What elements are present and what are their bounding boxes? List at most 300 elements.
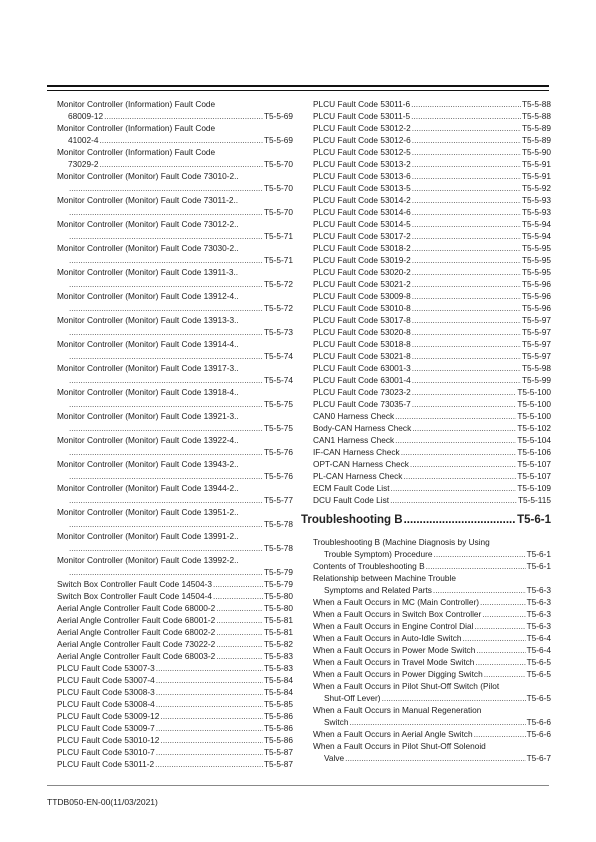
- toc-page-number: T5-5-85: [263, 699, 293, 709]
- dot-leader: [412, 170, 521, 182]
- toc-entry-title: PLCU Fault Code 53009-7: [57, 723, 155, 733]
- toc-page-number: T5-5-79: [263, 579, 293, 589]
- toc-entry-title: Monitor Controller (Monitor) Fault Code 13944-2..: [57, 483, 239, 493]
- dot-leader: [426, 560, 526, 572]
- toc-entry-title: PLCU Fault Code 53008-4: [57, 699, 155, 709]
- toc-page-number: T5-5-76: [263, 447, 293, 457]
- toc-page-number: T5-6-5: [526, 693, 551, 703]
- dot-leader: [412, 182, 521, 194]
- dot-leader: [345, 752, 525, 764]
- toc-column-right: [301, 98, 551, 764]
- toc-page-number: T5-5-100: [517, 387, 551, 397]
- toc-entry-title: Monitor Controller (Monitor) Fault Code 13912-4..: [57, 291, 239, 301]
- dot-leader: [69, 278, 263, 290]
- toc-page-number: T5-5-73: [263, 327, 293, 337]
- toc-entry[interactable]: [57, 602, 293, 614]
- toc-entry-title: Monitor Controller (Monitor) Fault Code 73010-2..: [57, 171, 239, 181]
- toc-entry[interactable]: [313, 290, 551, 302]
- dot-leader: [475, 656, 525, 668]
- toc-entry[interactable]: [57, 386, 293, 410]
- dot-leader: [412, 398, 517, 410]
- toc-entry[interactable]: [57, 554, 293, 578]
- toc-entry[interactable]: [313, 410, 551, 422]
- toc-entry[interactable]: [313, 278, 551, 290]
- toc-entry[interactable]: [57, 650, 293, 662]
- toc-entry[interactable]: [313, 146, 551, 158]
- toc-page-number: T5-5-79: [263, 567, 293, 577]
- toc-entry[interactable]: [313, 206, 551, 218]
- toc-entry-title: When a Fault Occurs in MC (Main Controller): [313, 597, 479, 607]
- dot-leader: [69, 542, 263, 554]
- toc-entry[interactable]: [313, 194, 551, 206]
- toc-entry[interactable]: [57, 506, 293, 530]
- toc-entry[interactable]: [313, 230, 551, 242]
- toc-page-number: T5-5-87: [263, 747, 293, 757]
- dot-leader: [69, 302, 263, 314]
- dot-leader: [156, 698, 263, 710]
- toc-entry[interactable]: [313, 482, 551, 494]
- toc-entry[interactable]: [313, 326, 551, 338]
- toc-entry-title: Monitor Controller (Information) Fault Code: [57, 147, 216, 157]
- toc-entry[interactable]: [313, 458, 551, 470]
- toc-entry-title: Monitor Controller (Monitor) Fault Code 13991-2..: [57, 531, 239, 541]
- dot-leader: [69, 566, 263, 578]
- toc-page-number: T5-5-99: [521, 375, 551, 385]
- toc-page-number: T5-5-94: [521, 231, 551, 241]
- toc-page-number: T5-5-71: [263, 255, 293, 265]
- dot-leader: [156, 686, 263, 698]
- toc-page-number: T5-5-107: [517, 471, 551, 481]
- toc-entry[interactable]: [57, 578, 293, 590]
- dot-leader: [412, 134, 521, 146]
- toc-entry[interactable]: [313, 560, 551, 572]
- toc-entry-title: PLCU Fault Code 53011-6: [313, 99, 411, 109]
- dot-leader: [412, 314, 521, 326]
- toc-entry[interactable]: [57, 122, 293, 146]
- toc-page-number: T5-5-104: [517, 435, 551, 445]
- toc-page-number: T5-5-94: [521, 219, 551, 229]
- dot-leader: [69, 422, 263, 434]
- toc-column-left: [57, 98, 293, 770]
- dot-leader: [412, 146, 521, 158]
- toc-page-number: T5-5-88: [521, 99, 551, 109]
- toc-entry-title: PLCU Fault Code 53018-8: [313, 339, 411, 349]
- dot-leader: [216, 650, 263, 662]
- toc-entry-title: When a Fault Occurs in Pilot Shut-Off Solenoid: [313, 741, 486, 751]
- dot-leader: [412, 194, 521, 206]
- toc-entry-title: Aerial Angle Controller Fault Code 73022-2: [57, 639, 216, 649]
- toc-page-number: T5-5-91: [521, 159, 551, 169]
- toc-entry[interactable]: [57, 218, 293, 242]
- toc-entry-title: PLCU Fault Code 53008-3: [57, 687, 155, 697]
- toc-entry[interactable]: [57, 758, 293, 770]
- toc-page-number: T5-5-69: [263, 111, 293, 121]
- toc-entry[interactable]: [57, 362, 293, 386]
- toc-entry-title: DCU Fault Code List: [313, 495, 390, 505]
- toc-entry[interactable]: [313, 608, 551, 620]
- document-code: TTDB050-EN-00(11/03/2021): [47, 797, 158, 807]
- toc-entry[interactable]: [57, 662, 293, 674]
- toc-entry[interactable]: [313, 398, 551, 410]
- toc-page-number: T5-6-3: [526, 621, 551, 631]
- toc-entry[interactable]: [313, 680, 551, 704]
- dot-leader: [349, 716, 525, 728]
- toc-entry[interactable]: [57, 170, 293, 194]
- toc-entry-title: PLCU Fault Code 53011-5: [313, 111, 411, 121]
- toc-page-number: T5-5-96: [521, 303, 551, 313]
- toc-entry[interactable]: [313, 494, 551, 506]
- toc-page-number: T5-6-5: [526, 657, 551, 667]
- toc-entry-title: PLCU Fault Code 73023-2: [313, 387, 411, 397]
- toc-entry[interactable]: [57, 458, 293, 482]
- dot-leader: [412, 374, 521, 386]
- toc-entry-title: Aerial Angle Controller Fault Code 68002-2: [57, 627, 216, 637]
- toc-entry-title: PLCU Fault Code 53017-2: [313, 231, 411, 241]
- toc-entry-title: PLCU Fault Code 53018-2: [313, 243, 411, 253]
- toc-entry-title: PLCU Fault Code 53013-6: [313, 171, 411, 181]
- toc-entry[interactable]: [313, 134, 551, 146]
- toc-entry-title: Monitor Controller (Monitor) Fault Code 13914-4..: [57, 339, 239, 349]
- toc-entry[interactable]: [57, 410, 293, 434]
- toc-page-number: T5-5-75: [263, 423, 293, 433]
- toc-entry[interactable]: [313, 110, 551, 122]
- dot-leader: [474, 620, 525, 632]
- toc-entry[interactable]: [313, 158, 551, 170]
- toc-page-number: T5-6-4: [526, 645, 551, 655]
- toc-entry[interactable]: [57, 614, 293, 626]
- toc-entry-title: PLCU Fault Code 53014-5: [313, 219, 411, 229]
- toc-entry-title: Switch: [324, 717, 349, 727]
- toc-entry-title: PLCU Fault Code 53010-7: [57, 747, 155, 757]
- toc-page-number: T5-5-95: [521, 267, 551, 277]
- toc-entry-title: When a Fault Occurs in Auto-Idle Switch: [313, 633, 462, 643]
- section-title: Troubleshooting B: [301, 514, 403, 526]
- toc-page-number: T5-5-70: [263, 207, 293, 217]
- toc-page-number: T5-5-78: [263, 519, 293, 529]
- toc-entry[interactable]: [57, 482, 293, 506]
- dot-leader: [484, 668, 526, 680]
- dot-leader: [213, 590, 263, 602]
- dot-leader: [476, 644, 525, 656]
- toc-page-number: T5-5-102: [517, 423, 551, 433]
- toc-entry-title: When a Fault Occurs in Switch Box Controller: [313, 609, 482, 619]
- dot-leader: [412, 206, 521, 218]
- dot-leader: [412, 218, 521, 230]
- toc-entry-title: Valve: [324, 753, 345, 763]
- toc-page-number: T5-5-86: [263, 723, 293, 733]
- toc-entry[interactable]: [313, 644, 551, 656]
- dot-leader: [69, 470, 263, 482]
- toc-entry-title: When a Fault Occurs in Aerial Angle Switch: [313, 729, 473, 739]
- toc-entry-title: Body-CAN Harness Check: [313, 423, 412, 433]
- toc-entry[interactable]: [313, 242, 551, 254]
- toc-page-number: T5-5-107: [517, 459, 551, 469]
- dot-leader: [69, 398, 263, 410]
- dot-leader: [69, 374, 263, 386]
- dot-leader: [156, 674, 263, 686]
- dot-leader: [69, 446, 263, 458]
- toc-page-number: T5-5-93: [521, 207, 551, 217]
- toc-entry[interactable]: [57, 530, 293, 554]
- toc-page-number: T5-5-97: [521, 351, 551, 361]
- toc-entry[interactable]: [57, 266, 293, 290]
- header-rule-thin: [47, 90, 549, 91]
- toc-entry-title: PLCU Fault Code 53010-12: [57, 735, 160, 745]
- toc-entry[interactable]: [57, 98, 293, 122]
- toc-entry[interactable]: [57, 686, 293, 698]
- toc-entry-title: 73029-2: [68, 159, 99, 169]
- toc-entry[interactable]: [313, 434, 551, 446]
- dot-leader: [433, 584, 526, 596]
- dot-leader: [412, 122, 521, 134]
- dot-leader: [156, 722, 263, 734]
- dot-leader: [391, 482, 517, 494]
- dot-leader: [401, 446, 517, 458]
- toc-entry[interactable]: [57, 626, 293, 638]
- dot-leader: [69, 326, 263, 338]
- toc-entry[interactable]: [313, 470, 551, 482]
- toc-page-number: T5-6-3: [526, 585, 551, 595]
- toc-page-number: T5-5-71: [263, 231, 293, 241]
- toc-entry[interactable]: [57, 194, 293, 218]
- toc-page-number: T5-5-88: [521, 111, 551, 121]
- toc-entry-title: Switch Box Controller Fault Code 14504-3: [57, 579, 212, 589]
- toc-entry-title: PLCU Fault Code 53007-4: [57, 675, 155, 685]
- toc-entry[interactable]: [313, 728, 551, 740]
- dot-leader: [474, 728, 526, 740]
- toc-entry-title: PLCU Fault Code 73035-7: [313, 399, 411, 409]
- toc-entry-title: Relationship between Machine Trouble: [313, 573, 456, 583]
- toc-entry-title: ECM Fault Code List: [313, 483, 390, 493]
- toc-page-number: T5-5-115: [517, 495, 551, 505]
- toc-entry-title: Switch Box Controller Fault Code 14504-4: [57, 591, 212, 601]
- toc-entry[interactable]: [313, 170, 551, 182]
- dot-leader: [410, 458, 516, 470]
- toc-page-number: T5-6-7: [526, 753, 551, 763]
- dot-leader: [412, 422, 516, 434]
- toc-entry[interactable]: [57, 314, 293, 338]
- toc-entry[interactable]: [313, 446, 551, 458]
- toc-entry-title: PLCU Fault Code 53014-6: [313, 207, 411, 217]
- toc-entry[interactable]: [313, 596, 551, 608]
- toc-page-number: T5-5-80: [263, 591, 293, 601]
- toc-entry-title: PLCU Fault Code 53017-8: [313, 315, 411, 325]
- toc-entry[interactable]: [57, 590, 293, 602]
- dot-leader: [480, 596, 526, 608]
- toc-entry-title: Troubleshooting B (Machine Diagnosis by Using: [313, 537, 490, 547]
- toc-entry-title: When a Fault Occurs in Travel Mode Switch: [313, 657, 475, 667]
- toc-entry[interactable]: [313, 374, 551, 386]
- dot-leader: [69, 518, 263, 530]
- toc-page-number: T5-5-74: [263, 375, 293, 385]
- toc-entry-title: PLCU Fault Code 53013-2: [313, 159, 411, 169]
- dot-leader: [412, 290, 521, 302]
- toc-entry[interactable]: [313, 350, 551, 362]
- toc-entry[interactable]: [57, 746, 293, 758]
- toc-entry[interactable]: [57, 146, 293, 170]
- toc-page-number: T5-5-95: [521, 255, 551, 265]
- toc-entry[interactable]: [313, 302, 551, 314]
- dot-leader: [69, 206, 263, 218]
- toc-entry-title: 41002-4: [68, 135, 99, 145]
- toc-entry[interactable]: [57, 698, 293, 710]
- toc-page-number: T5-5-86: [263, 711, 293, 721]
- dot-leader: [463, 632, 526, 644]
- toc-entry[interactable]: [57, 338, 293, 362]
- toc-entry[interactable]: [57, 674, 293, 686]
- toc-entry[interactable]: [313, 338, 551, 350]
- toc-entry[interactable]: [57, 434, 293, 458]
- toc-page-number: T5-5-97: [521, 339, 551, 349]
- toc-entry-title: PLCU Fault Code 53012-2: [313, 123, 411, 133]
- toc-page-number: T5-5-96: [521, 291, 551, 301]
- toc-entry-title: Aerial Angle Controller Fault Code 68003-2: [57, 651, 216, 661]
- toc-page-number: T5-5-95: [521, 243, 551, 253]
- dot-leader: [99, 158, 262, 170]
- toc-entry-title: Aerial Angle Controller Fault Code 68001-2: [57, 615, 216, 625]
- toc-entry[interactable]: [313, 656, 551, 668]
- toc-entry-title: PLCU Fault Code 53021-8: [313, 351, 411, 361]
- toc-entry[interactable]: [57, 290, 293, 314]
- toc-entry-title: Monitor Controller (Monitor) Fault Code 13922-4..: [57, 435, 239, 445]
- toc-entry[interactable]: [313, 122, 551, 134]
- toc-entry[interactable]: [313, 266, 551, 278]
- toc-entry[interactable]: [313, 422, 551, 434]
- toc-entry-title: When a Fault Occurs in Power Digging Switch: [313, 669, 483, 679]
- toc-entry[interactable]: [313, 218, 551, 230]
- dot-leader: [160, 710, 263, 722]
- toc-entry[interactable]: [313, 704, 551, 728]
- toc-page-number: T5-5-84: [263, 675, 293, 685]
- toc-page-number: T5-5-106: [517, 447, 551, 457]
- toc-entry[interactable]: [313, 572, 551, 596]
- toc-entry[interactable]: [313, 740, 551, 764]
- toc-entry-title: Monitor Controller (Monitor) Fault Code 13911-3..: [57, 267, 239, 277]
- toc-entry-title: When a Fault Occurs in Power Mode Switch: [313, 645, 476, 655]
- toc-entry[interactable]: [57, 734, 293, 746]
- toc-entry[interactable]: [57, 710, 293, 722]
- toc-page-number: T5-6-5: [526, 669, 551, 679]
- toc-entry-title: Aerial Angle Controller Fault Code 68000-2: [57, 603, 216, 613]
- toc-page-number: T5-5-82: [263, 639, 293, 649]
- dot-leader: [412, 362, 521, 374]
- toc-page-number: T5-5-74: [263, 351, 293, 361]
- toc-page-number: T5-5-96: [521, 279, 551, 289]
- dot-leader: [482, 608, 525, 620]
- toc-page-number: T5-5-75: [263, 399, 293, 409]
- toc-entry[interactable]: [313, 98, 551, 110]
- toc-entry[interactable]: [313, 632, 551, 644]
- toc-page-number: T5-5-69: [263, 135, 293, 145]
- toc-entry-title: PLCU Fault Code 53010-8: [313, 303, 411, 313]
- section-heading[interactable]: [301, 513, 551, 527]
- dot-leader: [69, 350, 263, 362]
- toc-entry[interactable]: [313, 314, 551, 326]
- toc-entry-title: PLCU Fault Code 53012-5: [313, 147, 411, 157]
- toc-entry-title: PLCU Fault Code 53019-2: [313, 255, 411, 265]
- toc-entry[interactable]: [57, 638, 293, 650]
- toc-entry[interactable]: [57, 242, 293, 266]
- toc-entry-title: Monitor Controller (Monitor) Fault Code 13917-3..: [57, 363, 239, 373]
- toc-page-number: T5-5-92: [521, 183, 551, 193]
- dot-leader: [213, 578, 263, 590]
- dot-leader: [434, 548, 526, 560]
- toc-entry-title: Trouble Symptom) Procedure: [324, 549, 433, 559]
- toc-entry-title: OPT-CAN Harness Check: [313, 459, 409, 469]
- toc-entry-title: Monitor Controller (Monitor) Fault Code 13992-2..: [57, 555, 239, 565]
- toc-entry-title: PLCU Fault Code 53009-8: [313, 291, 411, 301]
- dot-leader: [412, 338, 521, 350]
- toc-page-number: T5-5-97: [521, 327, 551, 337]
- toc-entry-title: Symptoms and Related Parts: [324, 585, 432, 595]
- toc-page-number: T5-5-81: [263, 627, 293, 637]
- dot-leader: [395, 410, 516, 422]
- dot-leader: [411, 98, 521, 110]
- toc-page-number: T5-5-89: [521, 123, 551, 133]
- toc-entry-title: PLCU Fault Code 63001-3: [313, 363, 411, 373]
- dot-leader: [412, 230, 521, 242]
- toc-entry-title: When a Fault Occurs in Pilot Shut-Off Switch (Pilot: [313, 681, 500, 691]
- dot-leader: [412, 302, 521, 314]
- dot-leader: [395, 434, 516, 446]
- toc-page-number: T5-5-83: [263, 663, 293, 673]
- toc-entry-title: 68009-12: [68, 111, 104, 121]
- toc-page-number: T5-6-1: [526, 549, 551, 559]
- toc-entry-title: Monitor Controller (Monitor) Fault Code 13913-3..: [57, 315, 239, 325]
- toc-page-number: T5-5-109: [517, 483, 551, 493]
- dot-leader: [216, 638, 263, 650]
- toc-entry[interactable]: [313, 668, 551, 680]
- toc-entry-title: IF-CAN Harness Check: [313, 447, 400, 457]
- dot-leader: [69, 230, 263, 242]
- toc-page-number: T5-6-6: [526, 729, 551, 739]
- toc-entry-title: Monitor Controller (Information) Fault Code: [57, 123, 216, 133]
- toc-entry[interactable]: [313, 362, 551, 374]
- toc-page-number: T5-5-72: [263, 303, 293, 313]
- dot-leader: [382, 692, 526, 704]
- dot-leader: [412, 254, 521, 266]
- toc-entry[interactable]: [57, 722, 293, 734]
- toc-page-number: T5-5-93: [521, 195, 551, 205]
- toc-page-number: T5-5-81: [263, 615, 293, 625]
- toc-entry-title: Monitor Controller (Monitor) Fault Code 73012-2..: [57, 219, 239, 229]
- toc-page-number: T5-5-91: [521, 171, 551, 181]
- toc-page-number: T5-5-78: [263, 543, 293, 553]
- toc-page-number: T5-5-86: [263, 735, 293, 745]
- toc-page-number: T5-5-76: [263, 471, 293, 481]
- toc-entry[interactable]: [313, 254, 551, 266]
- toc-entry-title: PLCU Fault Code 53014-2: [313, 195, 411, 205]
- toc-page-number: T5-6-4: [526, 633, 551, 643]
- toc-entry-title: PLCU Fault Code 53021-2: [313, 279, 411, 289]
- dot-leader: [411, 110, 521, 122]
- toc-page-number: T5-5-84: [263, 687, 293, 697]
- toc-entry-title: Contents of Troubleshooting B: [313, 561, 425, 571]
- toc-entry[interactable]: [313, 620, 551, 632]
- dot-leader: [412, 242, 521, 254]
- dot-leader: [156, 662, 263, 674]
- dot-leader: [404, 513, 517, 527]
- toc-entry-title: Shut-Off Lever): [324, 693, 381, 703]
- toc-entry[interactable]: [313, 386, 551, 398]
- dot-leader: [69, 494, 263, 506]
- toc-entry[interactable]: [313, 182, 551, 194]
- dot-leader: [155, 758, 263, 770]
- toc-entry-title: Monitor Controller (Monitor) Fault Code 13943-2..: [57, 459, 239, 469]
- toc-page-number: T5-5-72: [263, 279, 293, 289]
- toc-entry[interactable]: [313, 536, 551, 560]
- toc-entry-title: Monitor Controller (Monitor) Fault Code 13918-4..: [57, 387, 239, 397]
